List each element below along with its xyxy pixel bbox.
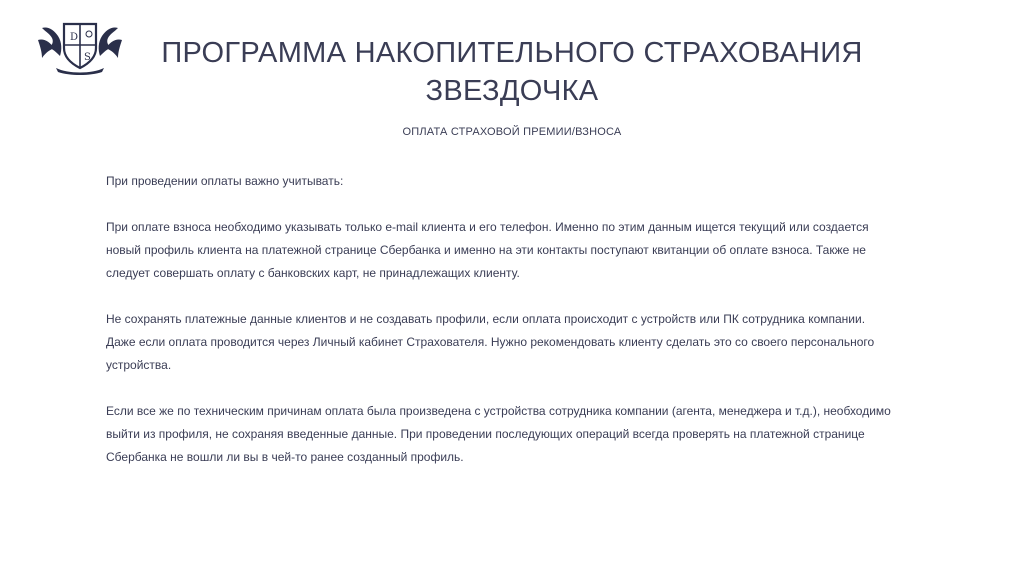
page-subtitle: ОПЛАТА СТРАХОВОЙ ПРЕМИИ/ВЗНОСА — [402, 126, 622, 138]
svg-text:D: D — [70, 32, 79, 43]
svg-text:S: S — [84, 52, 91, 63]
title-line-1: ПРОГРАММА НАКОПИТЕЛЬНОГО СТРАХОВАНИЯ — [161, 37, 863, 69]
crest-logo-icon — [34, 18, 126, 76]
paragraph-no-saving-data: Не сохранять платежные данные клиентов и не создавать профили, если оплата происходит с устройств или ПК сотрудника компании. Даже если оплата проводится через Личный кабинет Страхователя. Нужно рекомендовать клиенту сделать это со своего персонального устройства. — [106, 312, 875, 372]
paragraph-email-phone: При оплате взноса необходимо указывать только e-mail клиента и его телефон. Именно по этим данным ищется текущий или создается новый профиль клиента на платежной странице Сбербанка и именно на эти контакты поступают квитанции об оплате взноса. Также не следует совершать оплату с банковских карт, не принадлежащих клиенту. — [106, 220, 869, 280]
paragraph-logout-profile: Если все же по техническим причинам оплата была произведена с устройства сотрудника компании (агента, менеджера и т.д.), необходимо выйти из профиля, не сохраняя введенные данные. При проведении последующих операций всегда проверять на платежной странице Сбербанка не вошли ли вы в чей-то ранее созданный профиль. — [106, 404, 891, 464]
page-title — [150, 34, 874, 110]
intro-paragraph: При проведении оплаты важно учитывать: — [106, 174, 344, 188]
body-text — [106, 170, 896, 492]
title-line-2: ЗВЕЗДОЧКА — [425, 75, 599, 107]
